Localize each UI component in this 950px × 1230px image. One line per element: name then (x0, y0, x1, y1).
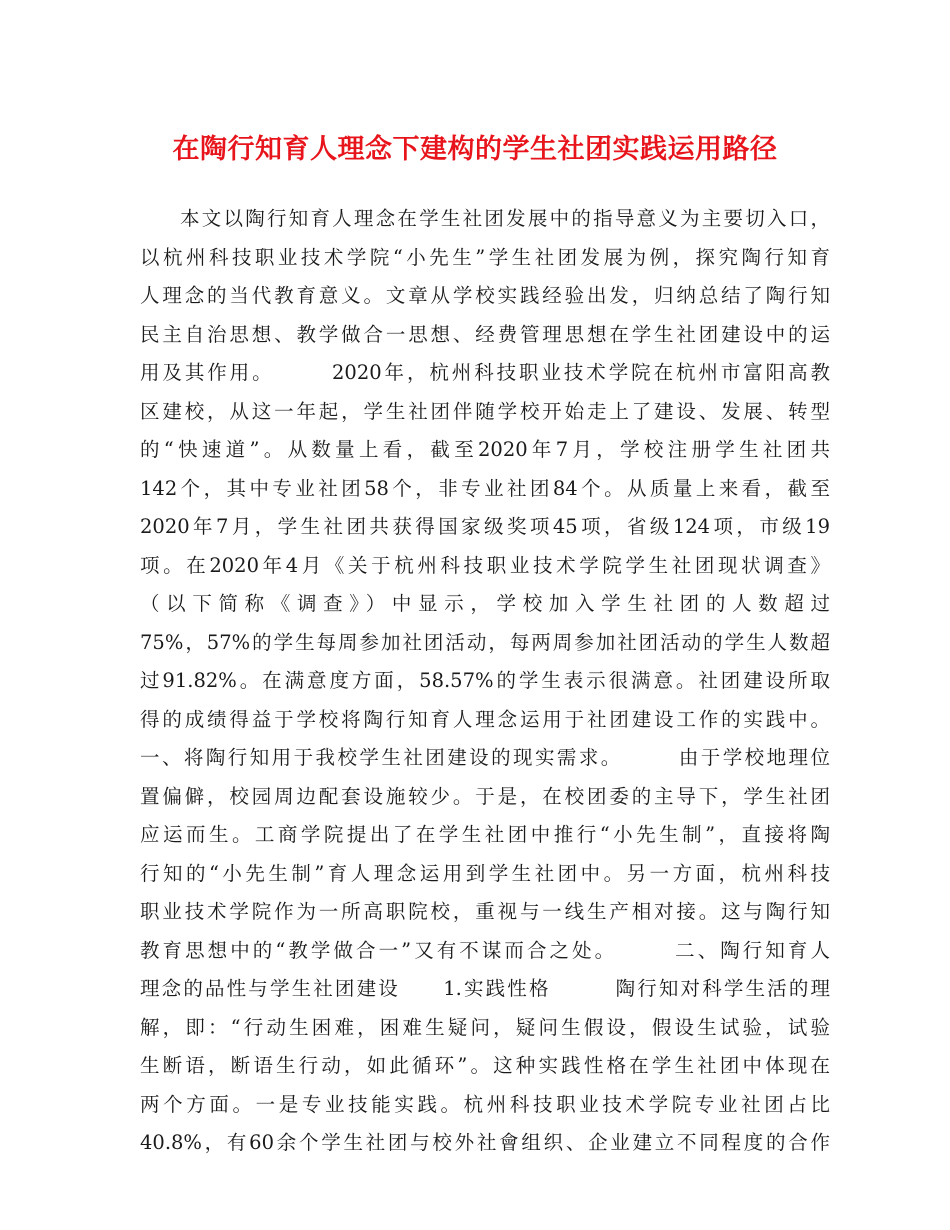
body-line: 教育思想中的“教学做合一”又有不谋而合之处。 二、陶行知育人 (140, 938, 830, 962)
body-line: 区建校，从这一年起，学生社团伴随学校开始走上了建设、发展、转型 (140, 399, 830, 423)
body-line: 以杭州科技职业技术学院“小先生”学生社团发展为例，探究陶行知育 (140, 245, 830, 269)
body-line: 职业技术学院作为一所高职院校，重视与一线生产相对接。这与陶行知 (140, 900, 830, 923)
body-line: 应运而生。工商学院提出了在学生社团中推行“小先生制”，直接将陶 (140, 823, 830, 846)
body-line: 得的成绩得益于学校将陶行知育人理念运用于社团建设工作的实践中。 (140, 707, 830, 731)
body-line: 民主自治思想、教学做合一思想、经费管理思想在学生社团建设中的运 (140, 322, 830, 346)
body-line: 的“快速道”。从数量上看，截至2020年7月，学校注册学生社团共 (140, 438, 830, 461)
body-line: 项。在2020年4月《关于杭州科技职业技术学院学生社团现状调查》 (140, 553, 830, 577)
body-line: 本文以陶行知育人理念在学生社团发展中的指导意义为主要切入口， (180, 207, 830, 230)
body-line: 解，即：“行动生困难，困难生疑问，疑问生假设，假设生试验，试验 (140, 1015, 830, 1039)
body-line: 行知的“小先生制”育人理念运用到学生社团中。另一方面，杭州科技 (140, 861, 830, 885)
body-line: 用及其作用。 2020年，杭州科技职业技术学院在杭州市富阳高教 (140, 361, 830, 384)
body-line: 生断语，断语生行动，如此循环”。这种实践性格在学生社团中体现在 (140, 1054, 830, 1077)
document-body (140, 200, 830, 1163)
body-line: 置偏僻，校园周边配套设施较少。于是，在校团委的主导下，学生社团 (140, 784, 830, 808)
body-line: 一、将陶行知用于我校学生社团建设的现实需求。 由于学校地理位 (140, 746, 830, 769)
body-line: 75%，57%的学生每周参加社团活动，每两周参加社团活动的学生人数超 (140, 630, 830, 654)
body-line: 理念的品性与学生社团建设 1.实践性格 陶行知对科学生活的理 (140, 977, 830, 1000)
document-title: 在陶行知育人理念下建构的学生社团实践运用路径 (172, 134, 778, 165)
body-line: 人理念的当代教育意义。文章从学校实践经验出发，归纳总结了陶行知 (140, 284, 830, 307)
body-line: 142个，其中专业社团58个，非专业社团84个。从质量上来看，截至 (140, 476, 830, 500)
body-line: （以下简称《调查》）中显示，学校加入学生社团的人数超过 (140, 592, 830, 615)
body-line: 40.8%，有60余个学生社团与校外社會组织、企业建立不同程度的合作 (140, 1131, 830, 1154)
body-line: 2020年7月，学生社团共获得国家级奖项45项，省级124项，市级19 (140, 515, 830, 538)
body-line: 两个方面。一是专业技能实践。杭州科技职业技术学院专业社团占比 (140, 1092, 830, 1116)
body-line: 过91.82%。在满意度方面，58.57%的学生表示很满意。社团建设所取 (140, 669, 830, 692)
